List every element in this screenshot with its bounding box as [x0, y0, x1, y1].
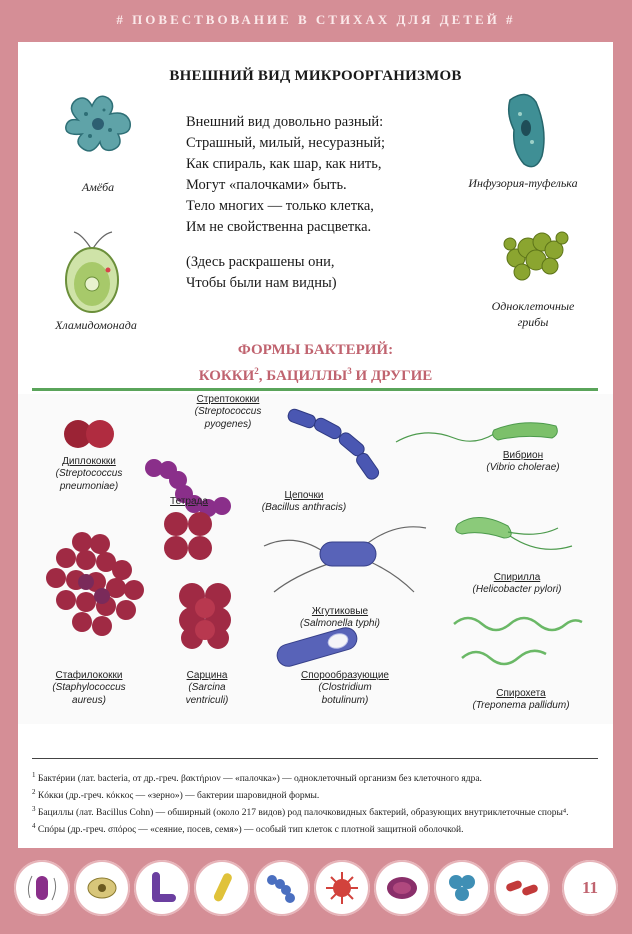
spirilla-name: Спирилла [493, 572, 541, 583]
footnote-2 [32, 786, 598, 803]
flagellated-latin: (Salmonella typhi) [299, 618, 381, 629]
spore-forming-label [280, 670, 410, 707]
tetrad-illustration [162, 510, 216, 564]
staphylococci-label [34, 670, 144, 707]
bent-rod-icon [134, 860, 190, 916]
bacteria-illustration-area [18, 394, 613, 724]
diplococci-illustration [60, 416, 120, 452]
spirilla-label [452, 572, 582, 596]
fungi-illustration [496, 218, 576, 288]
page-number-circle [562, 860, 618, 916]
vibrio-illustration [394, 412, 564, 452]
red-rods-icon [494, 860, 550, 916]
infusoria-caption: Инфузория-туфелька [468, 176, 578, 190]
spore-forming-name: Спорообразующие [301, 670, 389, 681]
page-title: ВНЕШНИЙ ВИД МИКРООРГАНИЗМОВ [169, 68, 462, 84]
footnote-ref-3: 3 [347, 366, 352, 376]
streptococci-name: Стрептококки [196, 394, 260, 405]
section-divider [32, 388, 598, 391]
poem [186, 112, 456, 294]
tetrad-name: Тетрада [170, 496, 208, 507]
footnote-number: 2 [32, 788, 36, 797]
vibrio-name: Вибрион [502, 450, 544, 461]
footnote-number: 1 [32, 771, 36, 779]
header-title: # ПОВЕСТВОВАНИЕ В СТИХАХ ДЛЯ ДЕТЕЙ # [116, 12, 516, 27]
spirilla-latin: (Helicobacter pylori) [472, 584, 562, 595]
chains-name: Цепочки [284, 490, 324, 501]
poem-line: Страшный, милый, несуразный; [186, 135, 386, 151]
spirochete-latin: (Treponema pallidum) [472, 700, 570, 711]
chlamydomonas-caption: Хламидомонада [55, 318, 137, 332]
sarcina-illustration [174, 580, 240, 650]
page-number: 11 [581, 878, 599, 897]
spore-forming-latin: (Clostridium [318, 682, 372, 693]
footnote-text: Спóры (др.-греч. σπόρος — «сеяние, посев, семя») — особый тип клеток с плотной защитной оболочкой. [37, 825, 464, 836]
blue-cocci-icon [434, 860, 490, 916]
yellow-rod-icon [194, 860, 250, 916]
poem-gap [186, 238, 456, 252]
staphylococci-illustration [42, 530, 152, 640]
chains-latin: (Bacillus anthracis) [261, 502, 347, 513]
fungi-caption-line-1: Одноклеточные [491, 299, 575, 313]
footnote-number: 4 [32, 822, 36, 831]
footnote-text: Бациллы (лат. Bacillus Cohn) — обширный (около 217 видов) род палочковидных бактерий, образующих внутриклеточные споры⁴. [37, 808, 569, 819]
tetrad-label [154, 496, 224, 507]
section-title-others: И ДРУГИЕ [351, 368, 433, 384]
footnote-4 [32, 820, 598, 837]
vibrio-latin: (Vibrio cholerae) [486, 462, 560, 473]
section-title-kokki: КОККИ [198, 368, 255, 384]
spirochete-name: Спирохета [496, 688, 546, 699]
footnote-3 [32, 803, 598, 820]
poem-line: (Здесь раскрашены они, [186, 254, 335, 270]
ameba-caption: Амёба [81, 180, 115, 194]
flagellated-bacterium-icon [14, 860, 70, 916]
spirilla-illustration [448, 504, 578, 564]
sarcina-latin-2: ventriculi) [185, 695, 229, 706]
poem-line: Им не свойственна расцветка. [186, 219, 372, 235]
poem-line: Тело многих — только клетка, [186, 198, 374, 214]
streptococci-latin-2: pyogenes) [204, 419, 252, 430]
chlamydomonas-illustration [52, 228, 132, 318]
protozoan-icon [74, 860, 130, 916]
poem-line: Могут «палочками» быть. [186, 177, 347, 193]
fuzzy-cell-icon [374, 860, 430, 916]
diplococci-latin-2: pneumoniae) [59, 481, 119, 492]
spore-forming-illustration [272, 622, 362, 672]
ameba-illustration [58, 90, 138, 160]
sarcina-label [162, 670, 252, 707]
staphylococci-name: Стафилококки [55, 670, 123, 681]
streptococci-latin: (Streptococcus [194, 406, 262, 417]
infusoria-illustration [496, 90, 556, 172]
vibrio-label [468, 450, 578, 474]
flagellated-name: Жгутиковые [311, 606, 369, 617]
chains-label [244, 490, 364, 514]
poem-line: Как спираль, как шар, как нить, [186, 156, 382, 172]
section-title-bacilli: , БАЦИЛЛЫ [258, 368, 348, 384]
diplococci-label [34, 456, 144, 493]
spirochete-illustration [448, 608, 588, 670]
spore-forming-latin-2: botulinum) [321, 695, 369, 706]
chains-illustration [286, 408, 386, 498]
streptococci-label [178, 394, 278, 431]
fungi-caption-line-2: грибы [517, 315, 549, 329]
staphylococci-latin: (Staphylococcus [52, 682, 126, 693]
footnote-text: Бактéрии (лат. bacteria, от др.-греч. βακτήριον — «палочка») — одноклеточный организм без клеточного ядра. [37, 774, 482, 785]
footnote-number: 3 [32, 805, 36, 814]
poem-line: Внешний вид довольно разный: [186, 114, 384, 130]
footnote-1 [32, 769, 598, 786]
poem-line: Чтобы были нам видны) [186, 275, 337, 291]
staphylococci-latin-2: aureus) [72, 695, 106, 706]
diplococci-latin: (Streptococcus [55, 468, 123, 479]
diplococci-name: Диплококки [62, 456, 116, 467]
section-title [18, 340, 613, 387]
footnotes [32, 758, 598, 838]
spiky-virus-icon [314, 860, 370, 916]
flagellated-illustration [254, 512, 434, 596]
sarcina-latin: (Sarcina [188, 682, 226, 693]
section-title-line-1: ФОРМЫ БАКТЕРИЙ: [237, 342, 394, 358]
sarcina-name: Сарцина [186, 670, 228, 681]
fungi-caption [468, 298, 598, 330]
page-content [18, 42, 613, 848]
footnote-ref-2: 2 [254, 366, 259, 376]
spirochete-label [456, 688, 586, 712]
footnote-text: Кóкки (др.-греч. κόκκος — «зерно») — бактерии шаровидной формы. [37, 791, 320, 802]
bottom-strip [0, 852, 632, 934]
chain-cocci-icon [254, 860, 310, 916]
